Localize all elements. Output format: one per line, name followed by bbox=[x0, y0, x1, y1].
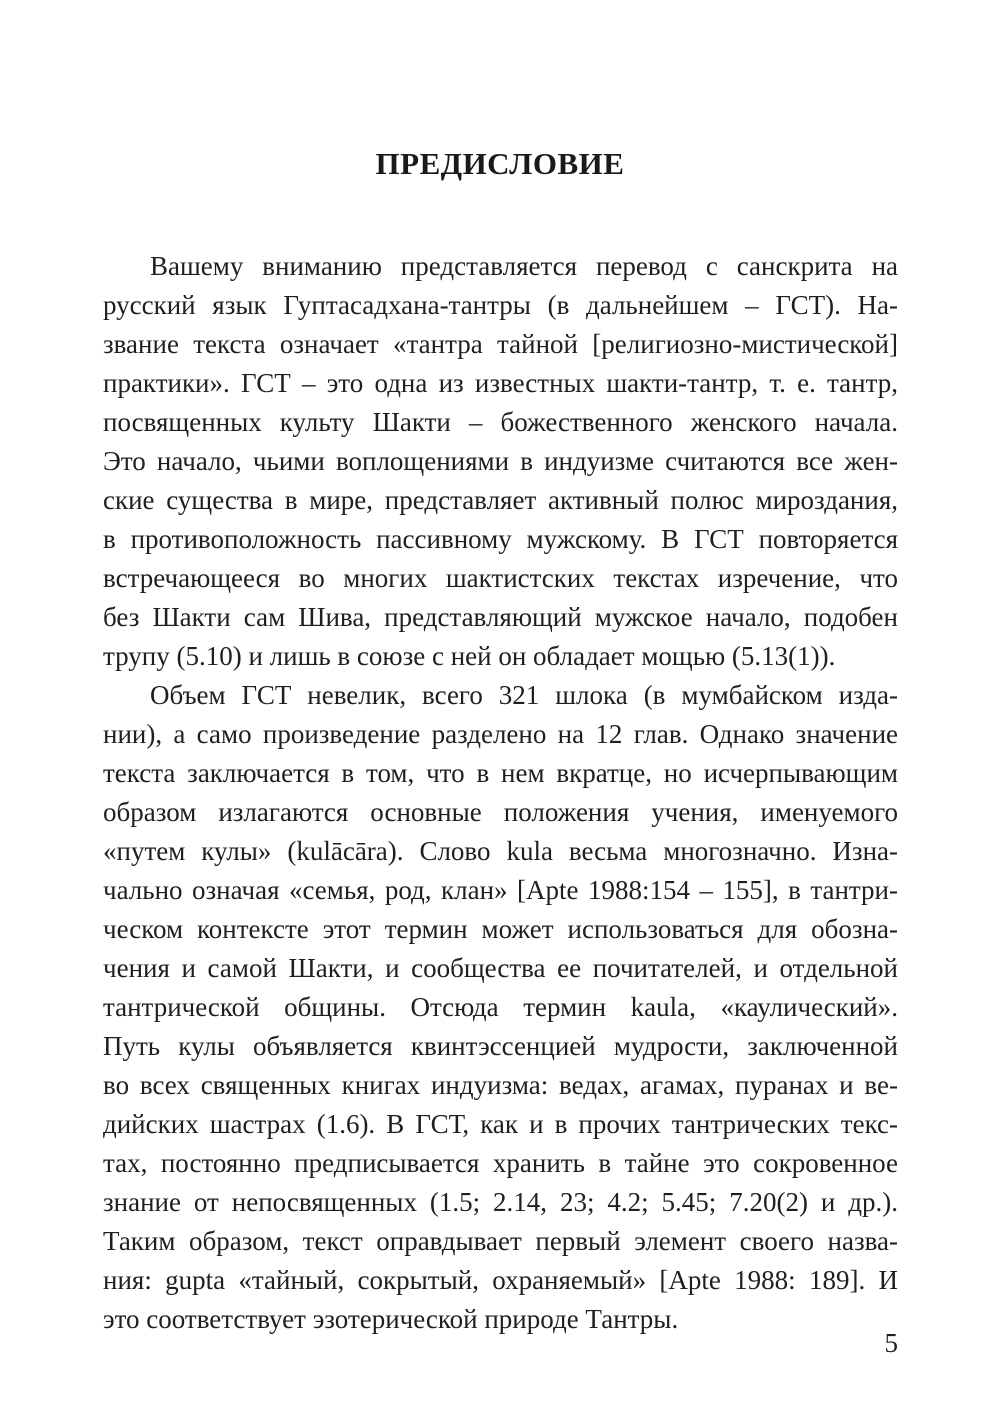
text-line: встречающееся во многих шактистских текстах изречение, что bbox=[103, 563, 898, 593]
text-line: Вашему вниманию представляется перевод с санскрита на bbox=[150, 251, 898, 281]
text-line: чения и самой Шакти, и сообщества ее почитателей, и отдельной bbox=[103, 953, 898, 983]
text-line: Объем ГСТ невелик, всего 321 шлока (в мумбайском изда- bbox=[150, 680, 898, 710]
text-line: практики». ГСТ – это одна из известных шакти-тантр, т. е. тантр, bbox=[103, 368, 898, 398]
text-line: ния: gupta «тайный, сокрытый, охраняемый» [Apte 1988: 189]. И bbox=[103, 1265, 898, 1295]
text-line: чально означая «семья, род, клан» [Apte 1988:154 – 155], в тантри- bbox=[103, 875, 898, 905]
text-line: нии), а само произведение разделено на 12 глав. Однако значение bbox=[103, 719, 898, 749]
text-line: ческом контексте этот термин может использоваться для обозна- bbox=[103, 914, 898, 944]
text-line: звание текста означает «тантра тайной [религиозно-мистической] bbox=[103, 329, 898, 359]
text-line: Это начало, чьими воплощениями в индуизме считаются все жен- bbox=[103, 446, 898, 476]
text-line: «путем кулы» (kulācāra). Слово kula весьма многозначно. Изна- bbox=[103, 836, 898, 866]
text-line: тах, постоянно предписывается хранить в тайне это сокровенное bbox=[103, 1148, 898, 1178]
text-line: знание от непосвященных (1.5; 2.14, 23; 4.2; 5.45; 7.20(2) и др.). bbox=[103, 1187, 898, 1217]
text-line: посвященных культу Шакти – божественного женского начала. bbox=[103, 407, 898, 437]
text-line: трупу (5.10) и лишь в союзе с ней он обладает мощью (5.13(1)). bbox=[103, 641, 836, 671]
text-line: русский язык Гуптасадхана-тантры (в дальнейшем – ГСТ). На- bbox=[103, 290, 898, 320]
text-line: Путь кулы объявляется квинтэссенцией мудрости, заключенной bbox=[103, 1031, 898, 1061]
body-text bbox=[103, 247, 898, 1339]
text-line: ские существа в мире, представляет активный полюс мироздания, bbox=[103, 485, 898, 515]
text-line: Таким образом, текст оправдывает первый элемент своего назва- bbox=[103, 1226, 898, 1256]
text-line: это соответствует эзотерической природе Тантры. bbox=[103, 1304, 679, 1334]
text-line: дийских шастрах (1.6). В ГСТ, как и в прочих тантрических текс- bbox=[103, 1109, 898, 1139]
text-line: в противоположность пассивному мужскому. В ГСТ повторяется bbox=[103, 524, 898, 554]
text-line: без Шакти сам Шива, представляющий мужское начало, подобен bbox=[103, 602, 898, 632]
page-number: 5 bbox=[884, 1328, 898, 1358]
page-title: ПРЕДИСЛОВИЕ bbox=[375, 146, 625, 181]
text-line: образом излагаются основные положения учения, именуемого bbox=[103, 797, 898, 827]
text-line: текста заключается в том, что в нем вкратце, но исчерпывающим bbox=[103, 758, 898, 788]
text-line: тантрической общины. Отсюда термин kaula, «каулический». bbox=[103, 992, 898, 1022]
text-line: во всех священных книгах индуизма: ведах, агамах, пуранах и ве- bbox=[103, 1070, 898, 1100]
